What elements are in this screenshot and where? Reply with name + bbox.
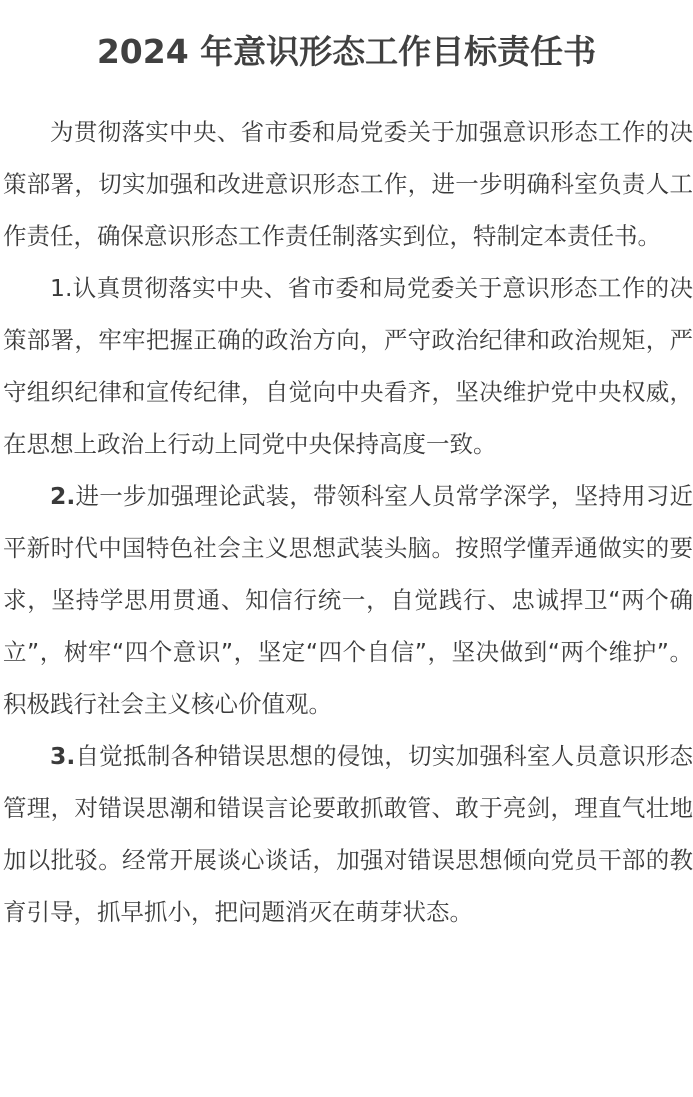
- item-number-1: 1.: [50, 274, 73, 302]
- item-paragraph-3: [3, 730, 693, 938]
- item-paragraph-2: [3, 470, 693, 730]
- item-number-2: 2.: [50, 482, 76, 510]
- intro-paragraph: 为贯彻落实中央、省市委和局党委关于加强意识形态工作的决策部署，切实加强和改进意识形态工作，进一步明确科室负责人工作责任，确保意识形态工作责任制落实到位，特制定本责任书。: [3, 118, 693, 250]
- item-number-3: 3.: [50, 742, 76, 770]
- title-year: 2024: [96, 32, 189, 71]
- item-text-3: 自觉抵制各种错误思想的侵蚀，切实加强科室人员意识形态管理，对错误思潮和错误言论要敢抓敢管、敢于亮剑，理直气壮地加以批驳。经常开展谈心谈话，加强对错误思想倾向党员干部的教育引导，抓早抓小，把问题消灭在萌芽状态。: [3, 742, 693, 926]
- document-title: [0, 30, 693, 74]
- item-text-2: 进一步加强理论武装，带领科室人员常学深学，坚持用习近平新时代中国特色社会主义思想武装头脑。按照学懂弄通做实的要求，坚持学思用贯通、知信行统一，自觉践行、忠诚捍卫“两个确立”，树牢“四个意识”，坚定“四个自信”，坚决做到“两个维护”。积极践行社会主义核心价值观。: [3, 482, 693, 718]
- document-body: [3, 106, 693, 938]
- item-paragraph-1: [3, 262, 693, 470]
- item-text-1: 认真贯彻落实中央、省市委和局党委关于意识形态工作的决策部署，牢牢把握正确的政治方向，严守政治纪律和政治规矩，严守组织纪律和宣传纪律，自觉向中央看齐，坚决维护党中央权威，在思想上政治上行动上同党中央保持高度一致。: [3, 274, 693, 458]
- title-text: 年意识形态工作目标责任书: [200, 32, 597, 71]
